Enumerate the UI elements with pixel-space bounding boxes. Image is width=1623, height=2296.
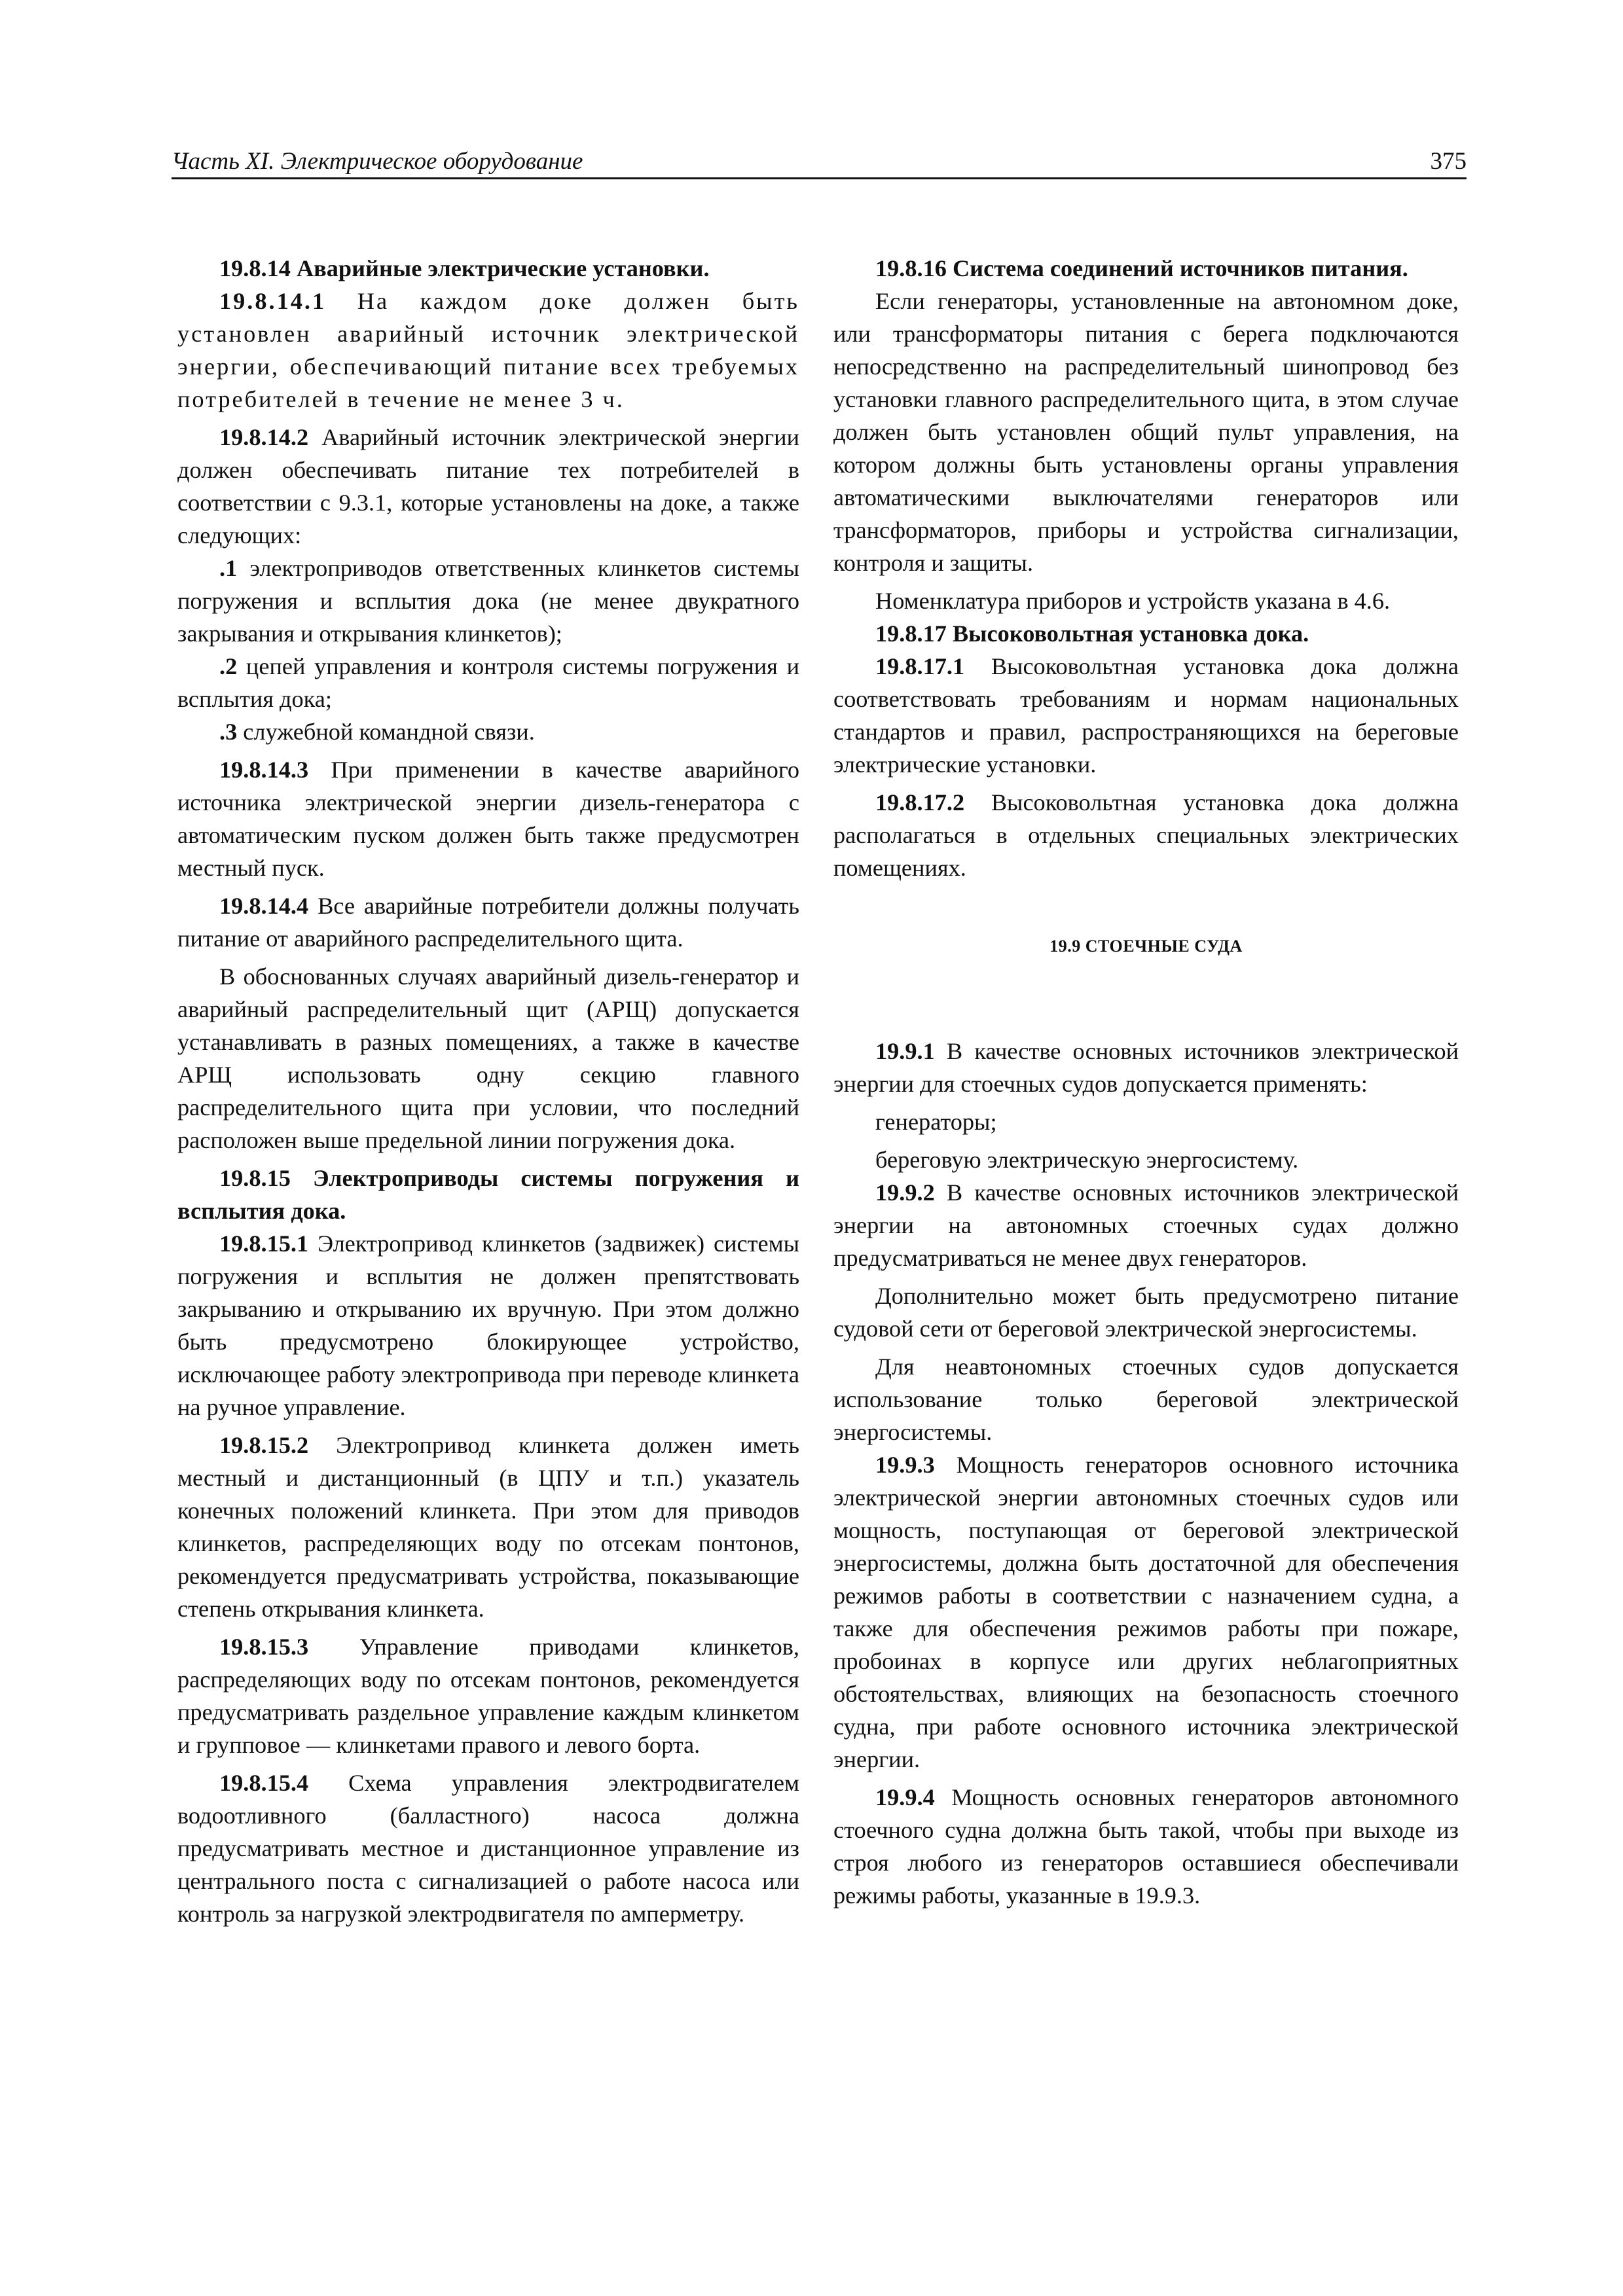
- paragraph: Номенклатура приборов и устройств указана в 4.6.: [875, 588, 1391, 614]
- paragraph: 19.8.15.4 Схема управления электродвигателем водоотливного (балластного) насоса должна предусматривать местное и дистанционное управление из центрального поста с сигнализацией о работе насоса или контроль за нагрузкой электродвигателя по амперметру.: [177, 1770, 799, 1927]
- paragraph: 19.8.15.1 Электропривод клинкетов (задвижек) системы погружения и всплытия не должен препятствовать закрыванию и открыванию их вручную. При этом должно быть предусмотрено блокирующее устройство, исключающее работу электропривода при переводе клинкета на ручное управление.: [177, 1230, 799, 1420]
- list-item: .3 служебной командной связи.: [219, 719, 535, 745]
- paragraph: 19.8.17.2 Высоковольтная установка дока должна располагаться в отдельных специальных электрических помещениях.: [833, 789, 1459, 881]
- running-title: Часть XI. Электрическое оборудование: [172, 148, 583, 175]
- list-item: генераторы;: [875, 1109, 997, 1135]
- list-item: береговую электрическую энергосистему.: [875, 1147, 1299, 1173]
- section-heading: 19.8.17 Высоковольтная установка дока.: [875, 620, 1309, 647]
- section-heading: 19.8.16 Система соединений источников питания.: [875, 255, 1408, 281]
- paragraph: В обоснованных случаях аварийный дизель-генератор и аварийный распределительный щит (АРЩ) допускается устанавливать в разных помещениях, а также в качестве АРЩ использовать одну секцию главного распределительного щита при условии, что последний расположен выше предельной линии погружения дока.: [177, 963, 799, 1153]
- paragraph: 19.8.14.2 Аварийный источник электрической энергии должен обеспечивать питание тех потребителей в соответствии с 9.3.1, которые установлены на доке, а также следующих:: [177, 424, 799, 548]
- paragraph: Если генераторы, установленные на автономном доке, или трансформаторы питания с берега подключаются непосредственно на распределительный шинопровод без установки главного распределительного щита, в этом случае должен быть установлен общий пульт управления, на котором должны быть установлены органы управления автоматическими выключателями генераторов или трансформаторов, приборы и устройства сигнализации, контроля и защиты.: [833, 288, 1459, 576]
- list-item: .2 цепей управления и контроля системы погружения и всплытия дока;: [177, 653, 799, 712]
- header-divider: [172, 177, 1467, 179]
- right-column: [833, 252, 1459, 1912]
- page-number: 375: [1430, 148, 1467, 175]
- paragraph: 19.8.15.2 Электропривод клинкета должен иметь местный и дистанционный (в ЦПУ и т.п.) указатель конечных положений клинкета. При этом для приводов клинкетов, распределяющих воду по отсекам понтонов, рекомендуется предусматривать устройства, показывающие степень открывания клинкета.: [177, 1432, 799, 1622]
- paragraph: 19.8.17.1 Высоковольтная установка дока должна соответствовать требованиям и нормам национальных стандартов и правил, распространяющихся на береговые электрические установки.: [833, 653, 1459, 778]
- paragraph: Для неавтономных стоечных судов допускается использование только береговой электрической энергосистемы.: [833, 1354, 1459, 1445]
- paragraph: 19.8.15.3 Управление приводами клинкетов, распределяющих воду по отсекам понтонов, рекомендуется предусматривать раздельное управление каждым клинкетом и групповое — клинкетами правого и левого борта.: [177, 1634, 799, 1758]
- paragraph: 19.8.14.1 На каждом доке должен быть установлен аварийный источник электрической энергии, обеспечивающий питание всех требуемых потребителей в течение не менее 3 ч.: [177, 288, 799, 412]
- list-item: .1 электроприводов ответственных клинкетов системы погружения и всплытия дока (не менее двукратного закрывания и открывания клинкетов);: [177, 555, 799, 647]
- paragraph: 19.8.14.3 При применении в качестве аварийного источника электрической энергии дизель-генератора с автоматическим пуском должен быть также предусмотрен местный пуск.: [177, 757, 799, 881]
- section-heading: 19.8.14 Аварийные электрические установки.: [219, 255, 710, 281]
- chapter-heading: 19.9 СТОЕЧНЫЕ СУДА: [1049, 937, 1243, 956]
- paragraph: 19.9.1 В качестве основных источников электрической энергии для стоечных судов допускается применять:: [833, 1038, 1459, 1097]
- paragraph: 19.9.2 В качестве основных источников электрической энергии на автономных стоечных судах должно предусматриваться не менее двух генераторов.: [833, 1179, 1459, 1271]
- page-header: [172, 145, 1467, 179]
- paragraph: Дополнительно может быть предусмотрено питание судовой сети от береговой электрической энергосистемы.: [833, 1283, 1459, 1342]
- paragraph: 19.9.3 Мощность генераторов основного источника электрической энергии автономных стоечных судов или мощность, поступающая от береговой электрической энергосистемы, должна быть достаточной для обеспечения режимов работы в соответствии с назначением судна, а также для обеспечения режимов работы при пожаре, пробоинах в корпусе или других неблагоприятных обстоятельствах, влияющих на безопасность стоечного судна, при работе основного источника электрической энергии.: [833, 1452, 1459, 1772]
- left-column: [177, 252, 799, 1930]
- paragraph: 19.8.14.4 Все аварийные потребители должны получать питание от аварийного распределительного щита.: [177, 893, 799, 952]
- section-heading: 19.8.15 Электроприводы системы погружения и всплытия дока.: [177, 1165, 799, 1224]
- paragraph: 19.9.4 Мощность основных генераторов автономного стоечного судна должна быть такой, чтобы при выходе из строя любого из генераторов оставшиеся обеспечивали режимы работы, указанные в 19.9.3.: [833, 1784, 1459, 1909]
